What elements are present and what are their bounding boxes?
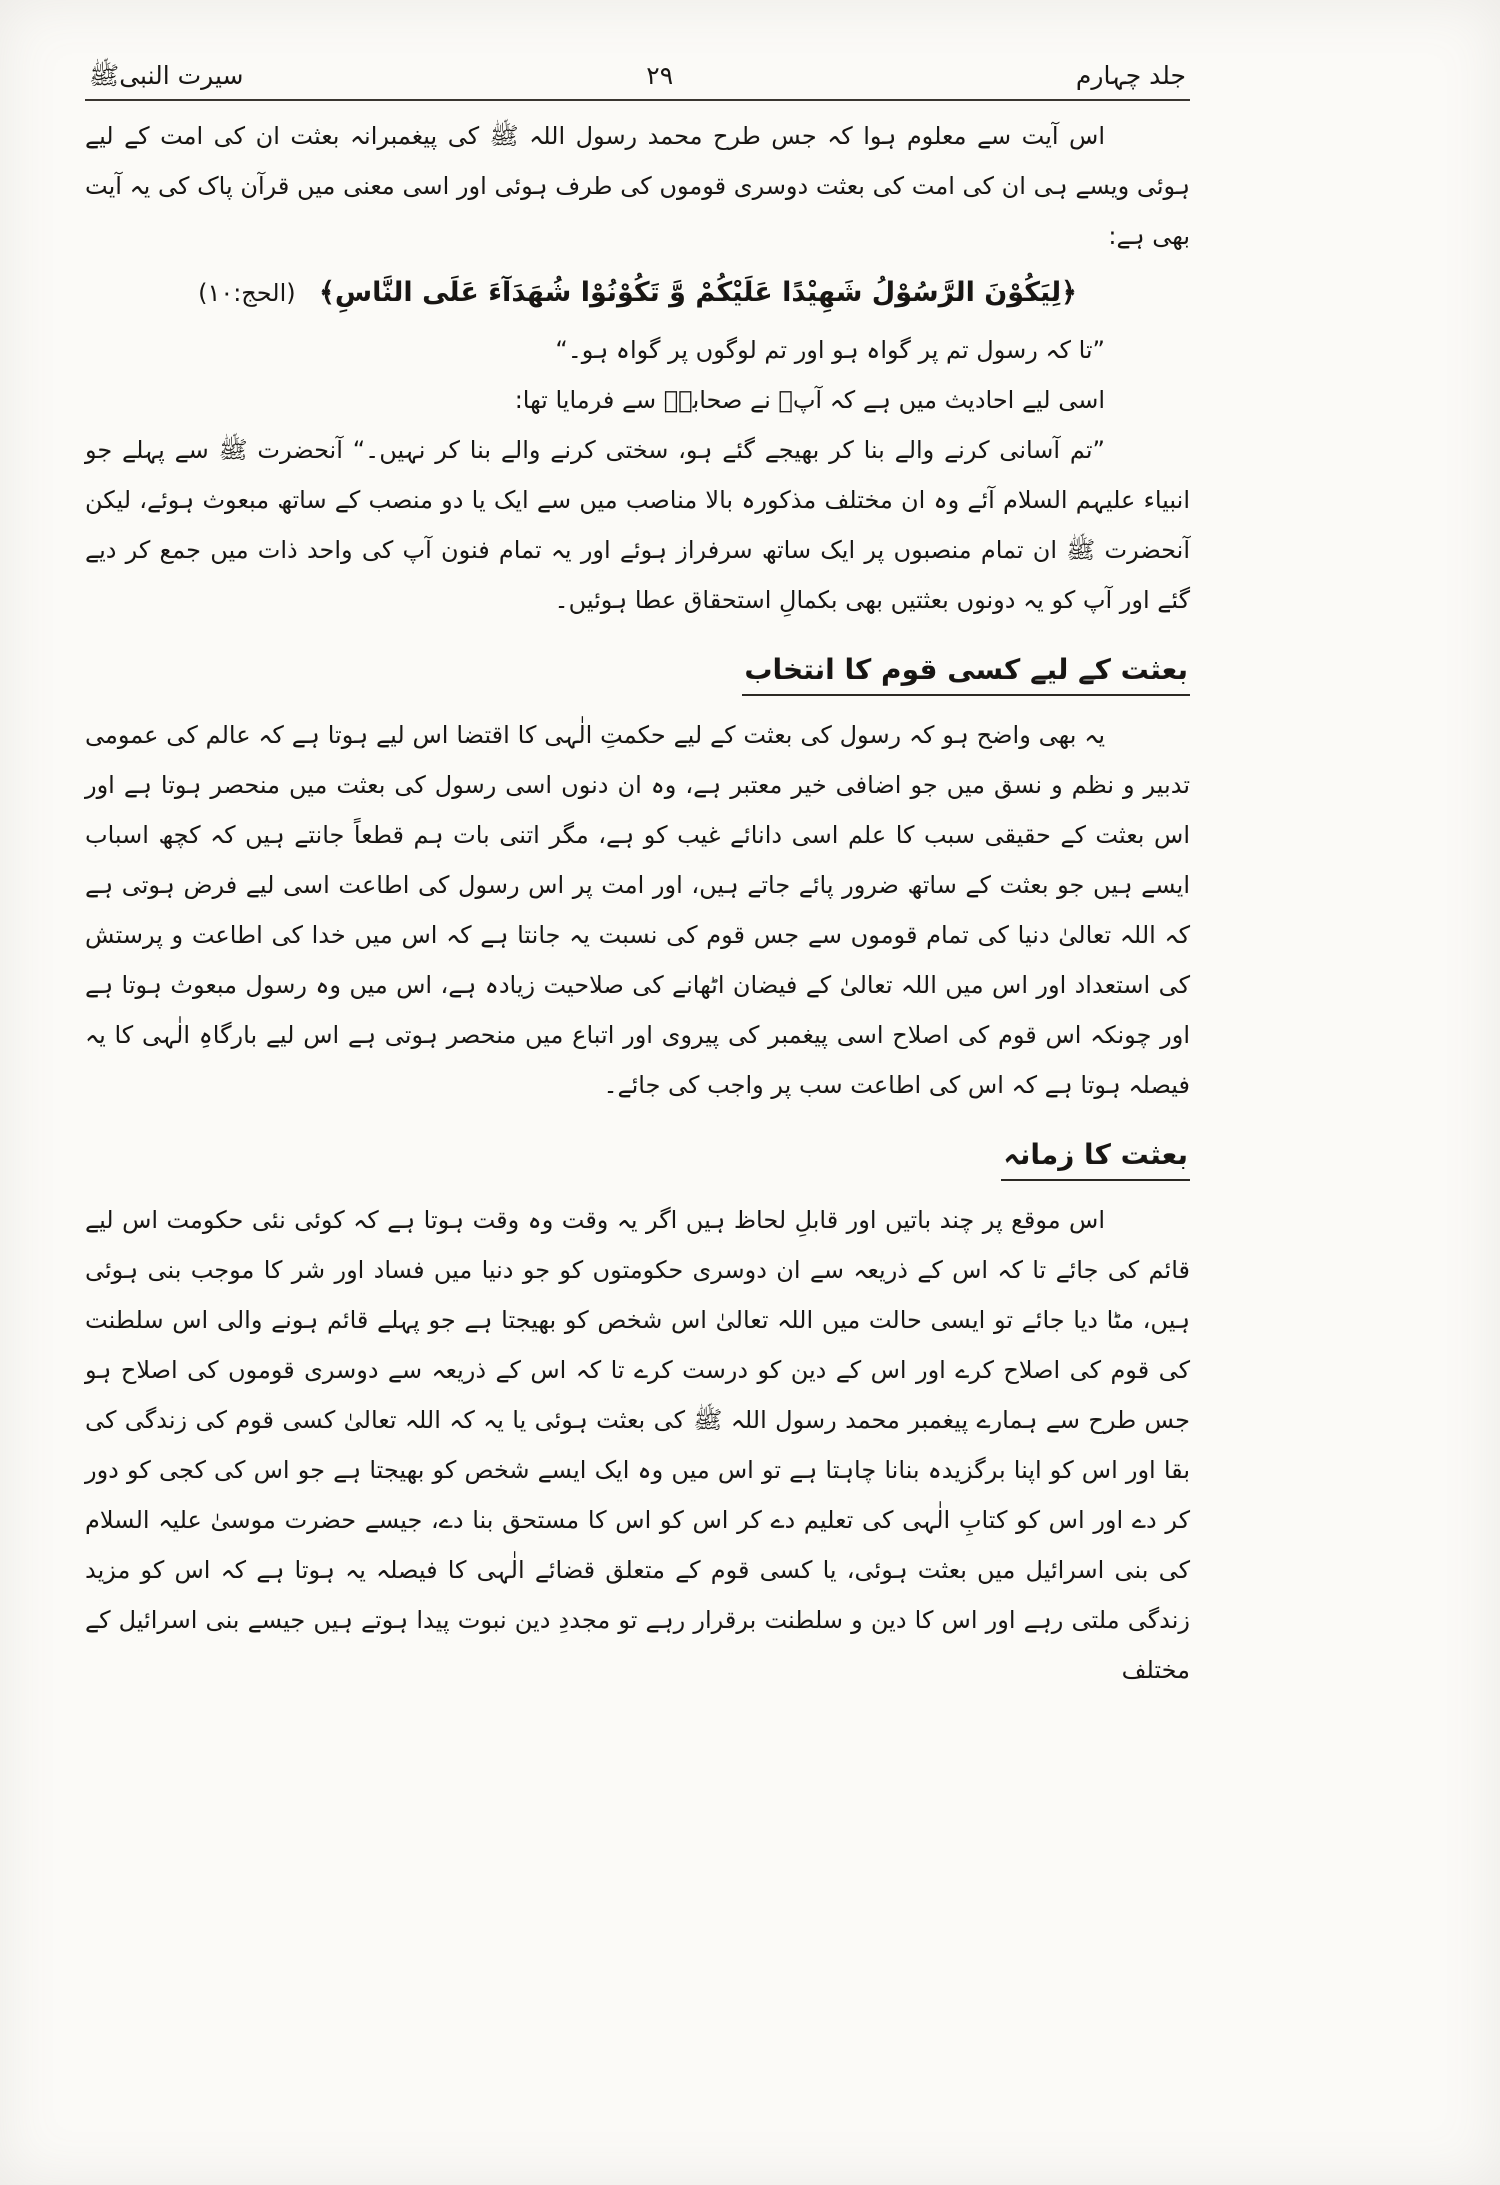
section-heading-time-of-mission — [85, 1136, 1190, 1181]
header-volume-label: جلد چہارم — [1075, 61, 1186, 90]
verse-reference: (الحج:۱۰) — [198, 279, 296, 307]
verse-translation: ”تا کہ رسول تم پر گواہ ہو اور تم لوگوں پر گواہ ہو۔“ — [555, 336, 1105, 364]
section-heading-nation-selection-text: بعثت کے لیے کسی قوم کا انتخاب — [742, 651, 1190, 696]
hadith-paragraph: ”تم آسانی کرنے والے بنا کر بھیجے گئے ہو، سختی کرنے والے بنا کر نہیں۔“ آنحضرت ﷺ سے پہلے جو انبیاء علیہم السلام آئے وہ ان مختلف مذکورہ بالا مناصب میں سے ایک یا دو منصب کے ساتھ مبعوث ہوئے، لیکن آنحضرت ﷺ ان تمام منصبوں پر ایک ساتھ سرفراز ہوئے اور یہ تمام فنون آپ کی واحد ذات میں جمع کر دیے گئے اور آپ کو یہ دونوں بعثتیں بھی بکمالِ استحقاق عطا ہوئیں۔ — [85, 436, 1190, 614]
section-heading-nation-selection — [85, 651, 1190, 696]
page-header — [85, 58, 1190, 99]
page-content — [85, 58, 1190, 1695]
header-page-number: ۲۹ — [646, 61, 674, 90]
intro-paragraph: اس آیت سے معلوم ہوا کہ جس طرح محمد رسول اللہ ﷺ کی پیغمبرانہ بعثت ان کی امت کے لیے ہوئی ویسے ہی ان کی امت کی بعثت دوسری قوموں کی طرف ہوئی اور اسی معنی میں قرآن پاک کی یہ آیت بھی ہے: — [85, 122, 1190, 250]
hadith-intro-line: اسی لیے احادیث میں ہے کہ آپؐ نے صحابہؓ سے فرمایا تھا: — [514, 386, 1105, 414]
header-rule — [85, 99, 1190, 101]
section-heading-time-of-mission-text: بعثت کا زمانہ — [1001, 1136, 1190, 1181]
section-paragraph-nation-selection: یہ بھی واضح ہو کہ رسول کی بعثت کے لیے حکمتِ الٰہی کا اقتضا اس لیے ہوتا ہے کہ عالم کی عمومی تدبیر و نظم و نسق میں جو اضافی خیر معتبر ہے، وہ ان دنوں اسی رسول کی بعثت میں منحصر ہوتا ہے اور اس بعثت کے حقیقی سبب کا علم اسی دانائے غیب کو ہے، مگر اتنی بات ہم قطعاً جانتے ہیں کہ کچھ اسباب ایسے ہیں جو بعثت کے ساتھ ضرور پائے جاتے ہیں، اور امت پر اس رسول کی اطاعت اسی لیے فرض ہوتی ہے کہ اللہ تعالیٰ دنیا کی تمام قوموں سے جس قوم کی نسبت یہ جانتا ہے کہ اس میں خدا کی اطاعت و پرستش کی استعداد اور اس میں اللہ تعالیٰ کے فیضان اٹھانے کی صلاحیت زیادہ ہے، اس میں وہ رسول مبعوث ہوتا ہے اور چونکہ اس قوم کی اصلاح اسی پیغمبر کی پیروی اور اتباع میں منحصر ہوتی ہے اس لیے بارگاہِ الٰہی کا یہ فیصلہ ہوتا ہے کہ اس کی اطاعت سب پر واجب کی جائے۔ — [85, 720, 1190, 1099]
header-book-title: سیرت النبیﷺ — [89, 61, 244, 90]
quran-verse-text: ﴿لِیَکُوْنَ الرَّسُوْلُ شَهِیْدًا عَلَیْکُمْ وَّ تَکُوْنُوْا شُهَدَآءَ عَلَی النَّاسِ﴾ — [319, 277, 1077, 308]
section-paragraph-time-of-mission: اس موقع پر چند باتیں اور قابلِ لحاظ ہیں اگر یہ وقت وہ وقت ہوتا ہے کہ کوئی نئی حکومت اس لیے قائم کی جائے تا کہ اس کے ذریعہ سے ان دوسری حکومتوں کو جو دنیا میں فساد اور شر کا موجب بنی ہوئی ہیں، مٹا دیا جائے تو ایسی حالت میں اللہ تعالیٰ اس شخص کو بھیجتا ہے جو پہلے قائم ہونے والی اس سلطنت کی قوم کی اصلاح کرے اور اس کے دین کو درست کرے تا کہ اس کے ذریعہ سے دوسری قوموں کی اصلاح ہو جس طرح سے ہمارے پیغمبر محمد رسول اللہ ﷺ کی بعثت ہوئی یا یہ کہ اللہ تعالیٰ کسی قوم کی زندگی کی بقا اور اس کو اپنا برگزیدہ بنانا چاہتا ہے تو اس میں وہ ایک ایسے شخص کو بھیجتا ہے جو اس کی کجی کو دور کر دے اور اس کو کتابِ الٰہی کی تعلیم دے کر اس کو اس کا مستحق بنا دے، جیسے حضرت موسیٰ علیہ السلام کی بنی اسرائیل میں بعثت ہوئی، یا کسی قوم کے متعلق قضائے الٰہی کا فیصلہ یہ ہوتا ہے کہ اس کو مزید زندگی ملتی رہے اور اس کا دین و سلطنت برقرار رہے تو مجددِ دین نبوت پیدا ہوتے ہیں جیسے بنی اسرائیل کے مختلف — [85, 1205, 1190, 1684]
quran-verse-line — [85, 265, 1190, 321]
